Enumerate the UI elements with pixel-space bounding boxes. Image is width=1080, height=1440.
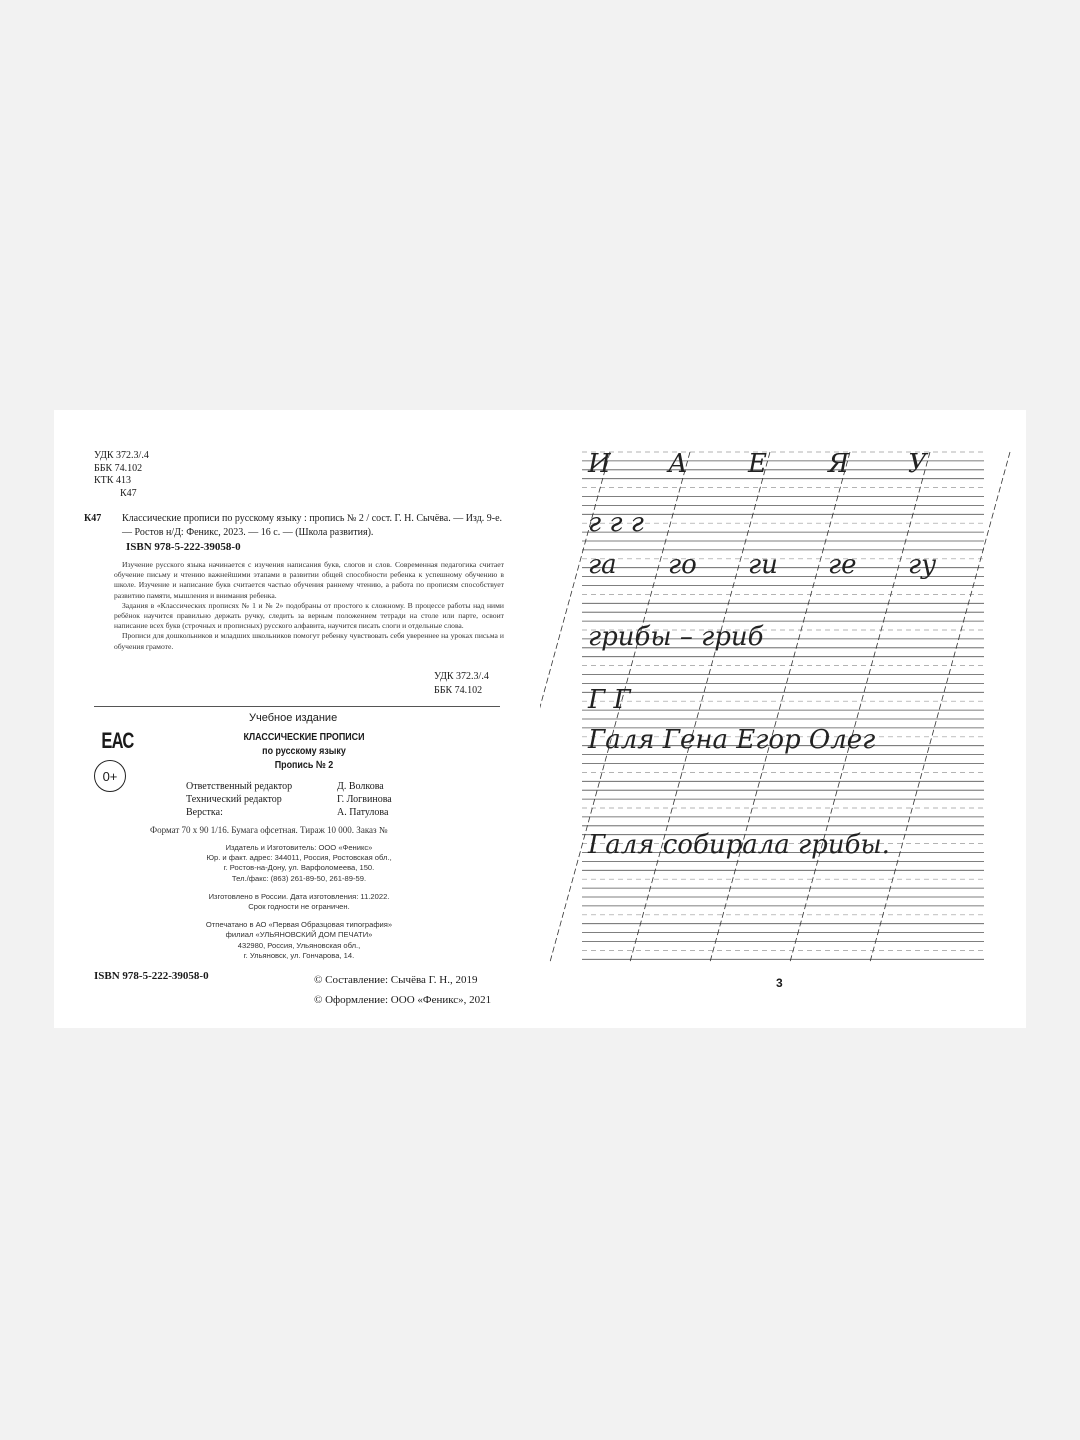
staff-name: Д. Волкова bbox=[337, 781, 384, 792]
classification-codes-right bbox=[434, 670, 489, 698]
title-line: КЛАССИЧЕСКИЕ ПРОПИСИ bbox=[243, 731, 365, 743]
slant-guide bbox=[870, 452, 1010, 962]
staff-name: Г. Логвинова bbox=[337, 794, 392, 805]
copyright-line: © Составление: Сычёва Г. Н., 2019 bbox=[314, 974, 478, 986]
eac-mark: ЕАС bbox=[101, 728, 134, 753]
biblio-text: Классические прописи по русскому языку : пропись № 2 / сост. Г. Н. Сычёва. — Изд. 9-е. — Ростов н/Д: Феникс, 2023. — 16 с. — (Школа развития). bbox=[122, 513, 503, 538]
annotation-paragraph: Изучение русского языка начинается с изучения написания букв, слогов и слов. Современная педагогика считает обучение письму и чтению важнейшими этапами в развитии общей способности ребенка к успешному обучению в школе. Изучение и написание букв считается частью обучения раннему чтению, а работа по прописям способствует развитию памяти, мышления и внимания ребенка. bbox=[114, 560, 504, 600]
slant-guide bbox=[790, 452, 930, 962]
manufacture-line: Изготовлено в России. Дата изготовления: 11.2022. bbox=[208, 891, 390, 901]
format-line: Формат 70 x 90 1/16. Бумага офсетная. Тираж 10 000. Заказ № bbox=[150, 825, 388, 835]
cursive-writing: А bbox=[668, 449, 688, 479]
cursive-writing: Е bbox=[748, 449, 767, 479]
cursive-writing: го bbox=[668, 550, 697, 580]
publisher-line: Тел./факс: (863) 261-89-50, 261-89-59. bbox=[231, 873, 367, 883]
cursive-writing: ге bbox=[828, 550, 857, 580]
annotation bbox=[114, 560, 504, 652]
book-spread bbox=[54, 410, 1026, 1028]
cursive-writing: ги bbox=[748, 550, 778, 580]
bibliographic-record bbox=[84, 512, 512, 539]
code-ktk: КТК 413 bbox=[94, 475, 131, 487]
manufacture-line: Срок годности не ограничен. bbox=[248, 902, 350, 912]
cursive-writing: Галя собирала грибы. bbox=[588, 830, 890, 860]
cursive-writing: У bbox=[908, 449, 927, 479]
code-udk: УДК 372.3/.4 bbox=[94, 450, 149, 461]
worksheet-page bbox=[540, 410, 1026, 1028]
code-bbk-right: ББК 74.102 bbox=[434, 685, 483, 696]
staff-row bbox=[186, 806, 392, 819]
code-bbk: ББК 74.102 bbox=[94, 462, 143, 474]
cursive-writing: Галя Гена Егор Олег bbox=[588, 725, 876, 755]
staff-name: А. Патулова bbox=[337, 807, 389, 818]
publisher-info bbox=[174, 843, 424, 961]
annotation-paragraph: Прописи для дошкольников и младших школьников помогут ребенку чувствовать себя увереннее на уроках письма и обучения грамоте. bbox=[114, 631, 504, 651]
classification-codes bbox=[94, 450, 149, 500]
age-rating-badge: 0+ bbox=[94, 760, 126, 792]
handwriting-grid bbox=[540, 410, 1026, 1028]
printer-line: Отпечатано в АО «Первая Образцовая типография» bbox=[205, 920, 393, 930]
publisher-line: г. Ростов-на-Дону, ул. Варфоломеева, 150. bbox=[223, 863, 375, 873]
cursive-writing: грибы – гриб bbox=[588, 622, 764, 652]
staff-role: Верстка: bbox=[186, 807, 223, 818]
printer-line: г. Ульяновск, ул. Гончарова, 14. bbox=[243, 950, 355, 960]
slant-guide bbox=[710, 452, 850, 962]
copyright bbox=[314, 970, 491, 1010]
staff-row bbox=[186, 780, 392, 793]
isbn-top: ISBN 978-5-222-39058-0 bbox=[126, 541, 241, 553]
biblio-code: К47 bbox=[84, 513, 102, 524]
copyright-line: © Оформление: ООО «Феникс», 2021 bbox=[314, 994, 492, 1006]
code-author-sign: К47 bbox=[120, 487, 137, 499]
page-number: 3 bbox=[776, 976, 783, 990]
edition-type: Учебное издание bbox=[249, 712, 338, 724]
staff-role: Технический редактор bbox=[186, 794, 282, 805]
publisher-line: Юр. и факт. адрес: 344011, Россия, Ростовская обл., bbox=[206, 853, 392, 863]
book-title bbox=[219, 730, 389, 772]
cursive-writing: Я bbox=[828, 449, 849, 479]
isbn-bottom: ISBN 978-5-222-39058-0 bbox=[94, 970, 209, 982]
staff-list bbox=[186, 780, 392, 819]
divider bbox=[94, 706, 500, 707]
code-udk-right: УДК 372.3/.4 bbox=[434, 671, 489, 682]
title-line: по русскому языку bbox=[262, 745, 346, 757]
cursive-writing: И bbox=[588, 449, 611, 479]
cursive-writing: га bbox=[588, 550, 617, 580]
cursive-writing: Г Г bbox=[588, 685, 631, 715]
printer-line: 432980, Россия, Ульяновская обл., bbox=[237, 940, 361, 950]
staff-role: Ответственный редактор bbox=[186, 781, 293, 792]
title-line: Пропись № 2 bbox=[274, 759, 334, 771]
slant-guide bbox=[630, 452, 770, 962]
staff-row bbox=[186, 793, 392, 806]
annotation-paragraph: Задания в «Классических прописях № 1 и № 2» подобраны от простого к сложному. В процессе работы над ними ребёнок научится правильно держать ручку, следить за верным положением тетради на столе или парте, освоит написание всех букв (строчных и прописных) русского алфавита, научится писать слоги и отдельные слова. bbox=[114, 600, 504, 631]
cursive-writing: г г г bbox=[588, 508, 644, 538]
printer-line: филиал «УЛЬЯНОВСКИЙ ДОМ ПЕЧАТИ» bbox=[225, 930, 373, 940]
publisher-line: Издатель и Изготовитель: ООО «Феникс» bbox=[225, 843, 373, 852]
cursive-writing: гу bbox=[908, 550, 937, 580]
imprint-page bbox=[54, 410, 540, 1028]
